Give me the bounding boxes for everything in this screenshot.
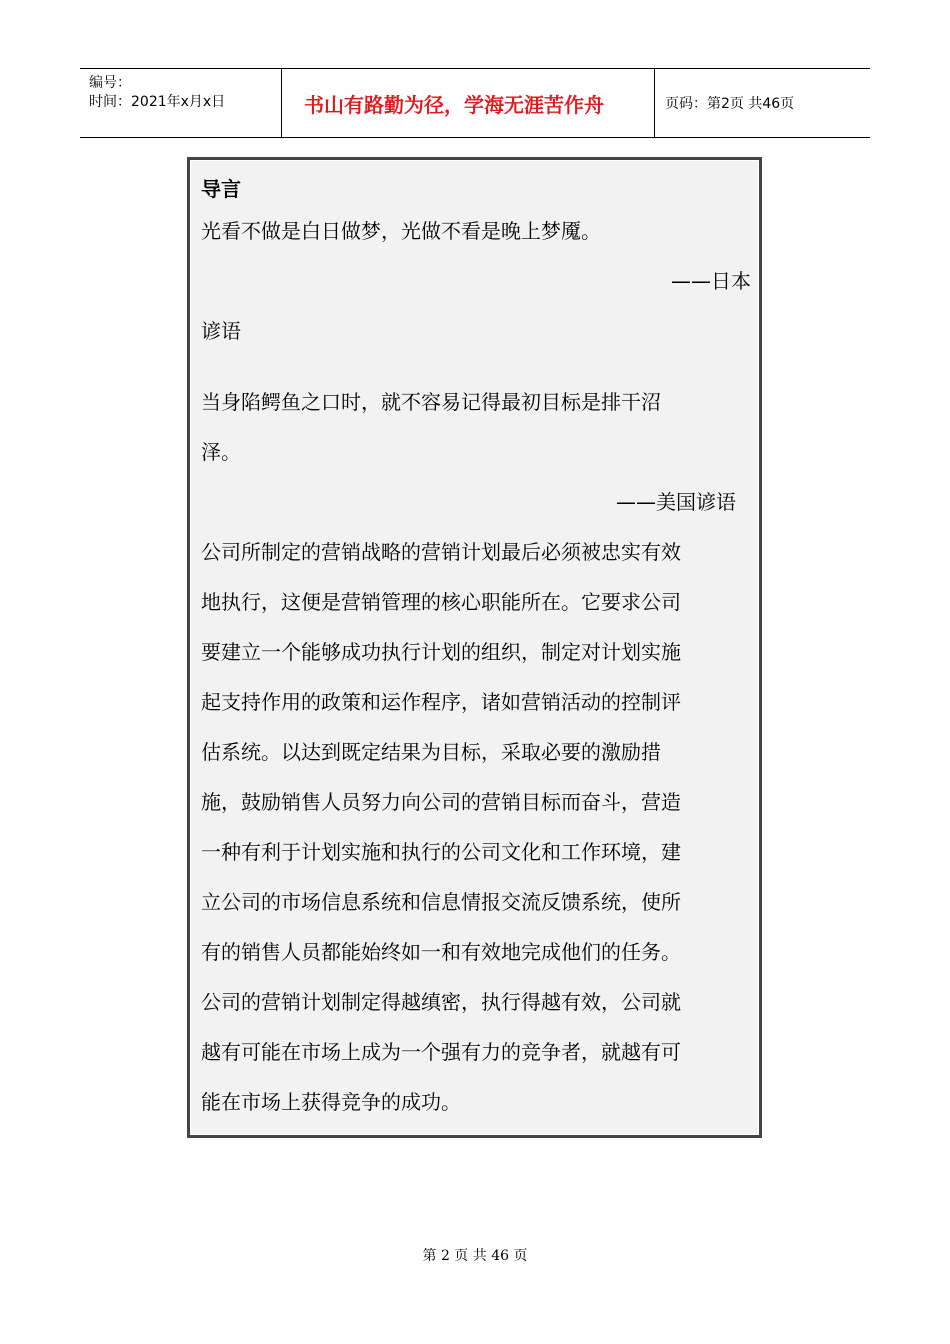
header-meta [80,69,282,137]
paragraph-2 [201,977,751,1127]
page-header [80,68,870,138]
content-body [201,160,751,1127]
quote-2-source: ——美国谚语 [616,490,736,514]
page-footer: 第 2 页 共 46 页 [422,1248,528,1264]
paragraph-1 [201,527,751,977]
paragraph-line: 立公司的市场信息系统和信息情报交流反馈系统，使所 [201,890,681,914]
doc-number-label: 编号： [89,75,131,91]
paragraph-line: 有的销售人员都能始终如一和有效地完成他们的任务。 [201,940,681,964]
paragraph-line: 公司所制定的营销战略的营销计划最后必须被忠实有效 [201,540,681,564]
quote-2-line-2: 泽。 [201,440,241,464]
paragraph-line: 一种有利于计划实施和执行的公司文化和工作环境，建 [201,840,681,864]
paragraph-line: 公司的营销计划制定得越缜密，执行得越有效，公司就 [201,990,681,1014]
quote-1: 光看不做是白日做梦，光做不看是晚上梦魇。 [201,219,601,243]
quote-1-source: ——日本 [671,269,751,293]
section-title: 导言 [201,177,241,201]
spacer [201,356,751,377]
paragraph-line: 施，鼓励销售人员努力向公司的营销目标而奋斗，营造 [201,790,681,814]
quote-1-source-cont: 谚语 [201,319,241,343]
paragraph-line: 估系统。以达到既定结果为目标，采取必要的激励措 [201,740,661,764]
paragraph-line: 地执行，这便是营销管理的核心职能所在。它要求公司 [201,590,681,614]
paragraph-line: 能在市场上获得竞争的成功。 [201,1090,461,1114]
content-box [187,157,762,1138]
paragraph-line: 起支持作用的政策和运作程序，诸如营销活动的控制评 [201,690,681,714]
header-motto: 书山有路勤为径，学海无涯苦作舟 [282,69,655,137]
quote-2-line-1: 当身陷鳄鱼之口时，就不容易记得最初目标是排干沼 [201,390,661,414]
paragraph-line: 越有可能在市场上成为一个强有力的竞争者，就越有可 [201,1040,681,1064]
time-label: 时间：2021年x月x日 [89,94,226,110]
header-page-code: 页码：第2页 共46页 [665,96,795,112]
paragraph-line: 要建立一个能够成功执行计划的组织，制定对计划实施 [201,640,681,664]
